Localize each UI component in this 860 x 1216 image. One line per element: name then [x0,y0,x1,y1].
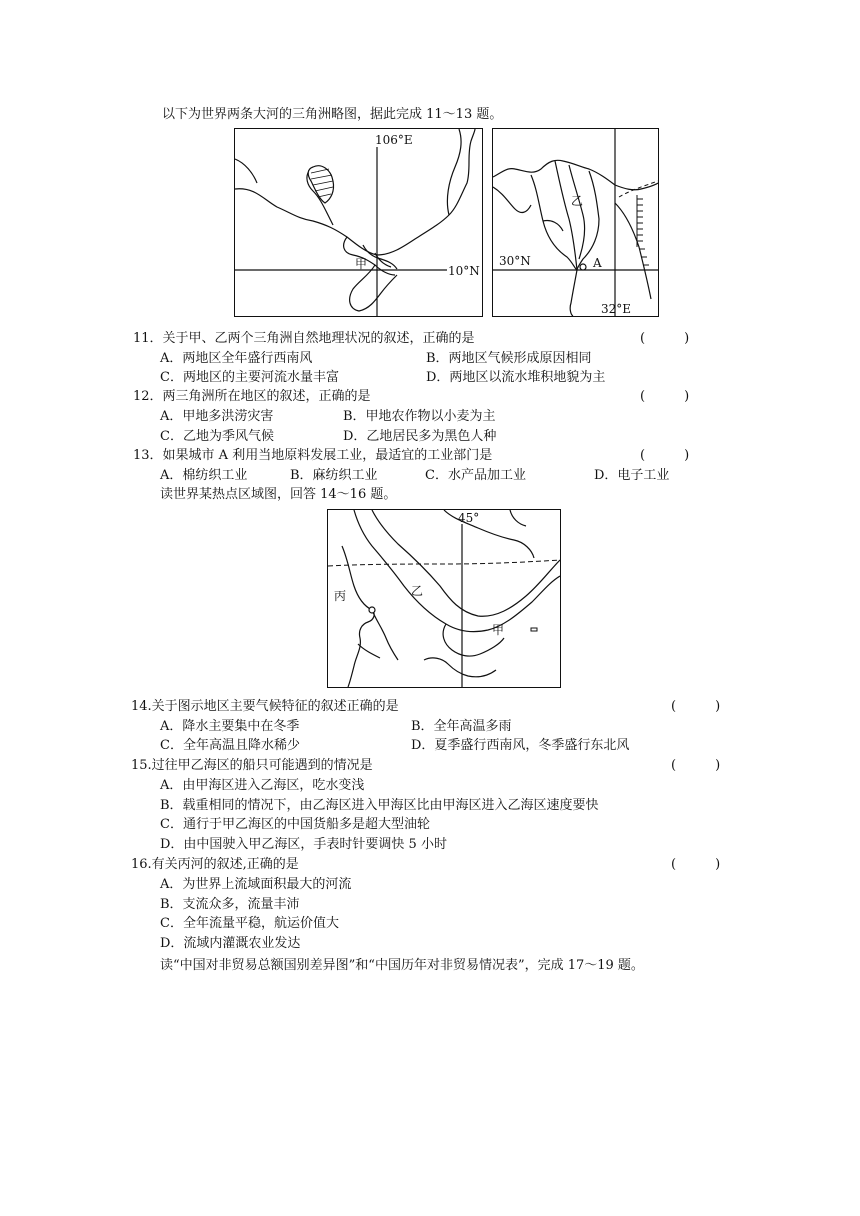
map2-yi-label: 乙 [571,194,584,208]
q14-answer-paren: ( ) [671,699,721,714]
q15-stem: 15.过往甲乙海区的船只可能遇到的情况是 [131,758,373,773]
q16-option-a: A．为世界上流域面积最大的河流 [160,877,352,892]
map-nile-delta [492,128,659,317]
q14-option-a: A．降水主要集中在冬季 [160,719,300,734]
q12-option-a: A．甲地多洪涝灾害 [160,409,274,424]
q13-option-c: C．水产品加工业 [425,468,526,483]
q16-stem: 16.有关丙河的叙述,正确的是 [131,857,299,872]
q11-option-d: D．两地区以流水堆积地貌为主 [426,370,606,385]
q12-option-c: C．乙地为季风气候 [160,429,274,444]
intro-11-13: 以下为世界两条大河的三角洲略图，据此完成 11～13 题。 [162,107,503,122]
q11-option-c: C．两地区的主要河流水量丰富 [160,370,339,385]
q12-answer-paren: ( ) [640,389,690,404]
q15-option-b: B．载重相同的情况下，由乙海区进入甲海区比由甲海区进入乙海区速度要快 [160,798,599,813]
q15-option-c: C．通行于甲乙海区的中国货船多是超大型油轮 [160,817,430,832]
q16-option-b: B．支流众多，流量丰沛 [160,897,300,912]
map-red-sea-region [327,509,561,688]
intro-17-19: 读“中国对非贸易总额国别差异图”和“中国历年对非贸易情况表”，完成 17～19 题。 [160,958,644,973]
map3-yi-label: 乙 [411,584,424,598]
map1-jia-label: 甲 [355,257,368,271]
q15-option-d: D．由中国驶入甲乙海区，手表时针要调快 5 小时 [160,837,447,852]
map2-lon-label: 32°E [601,302,632,316]
map2-lat-label: 30°N [499,254,531,268]
q16-answer-paren: ( ) [671,857,721,872]
q11-stem: 11．关于甲、乙两个三角洲自然地理状况的叙述，正确的是 [133,331,475,346]
map1-lon-label: 106°E [375,133,413,147]
q13-option-d: D．电子工业 [594,468,670,483]
map-mekong-delta [234,128,483,317]
q16-option-c: C．全年流量平稳，航运价值大 [160,916,339,931]
map2-city-a-label: A [593,256,602,270]
q12-option-d: D．乙地居民多为黑色人种 [343,429,497,444]
q11-option-a: A．两地区全年盛行西南风 [160,351,313,366]
q14-option-c: C．全年高温且降水稀少 [160,738,300,753]
intro-14-16: 读世界某热点区域图，回答 14～16 题。 [160,487,397,502]
q14-option-b: B．全年高温多雨 [411,719,512,734]
q11-option-b: B．两地区气候形成原因相同 [426,351,592,366]
q13-option-a: A．棉纺织工业 [160,468,248,483]
q12-stem: 12．两三角洲所在地区的叙述，正确的是 [133,389,371,404]
q13-option-b: B．麻纺织工业 [290,468,378,483]
q13-stem: 13．如果城市 A 利用当地原料发展工业，最适宜的工业部门是 [133,448,493,463]
q11-answer-paren: ( ) [640,331,690,346]
q15-option-a: A．由甲海区进入乙海区，吃水变浅 [160,778,365,793]
map3-bing-label: 丙 [334,589,347,603]
q15-answer-paren: ( ) [671,758,721,773]
q14-stem: 14.关于图示地区主要气候特征的叙述正确的是 [131,699,399,714]
q16-option-d: D．流域内灌溉农业发达 [160,936,301,951]
q12-option-b: B．甲地农作物以小麦为主 [343,409,496,424]
map3-jia-label: 甲 [492,623,505,637]
map3-lon-label: 45° [458,511,480,525]
q13-answer-paren: ( ) [640,448,690,463]
map1-lat-label: 10°N [448,264,480,278]
q14-option-d: D．夏季盛行西南风，冬季盛行东北风 [411,738,630,753]
